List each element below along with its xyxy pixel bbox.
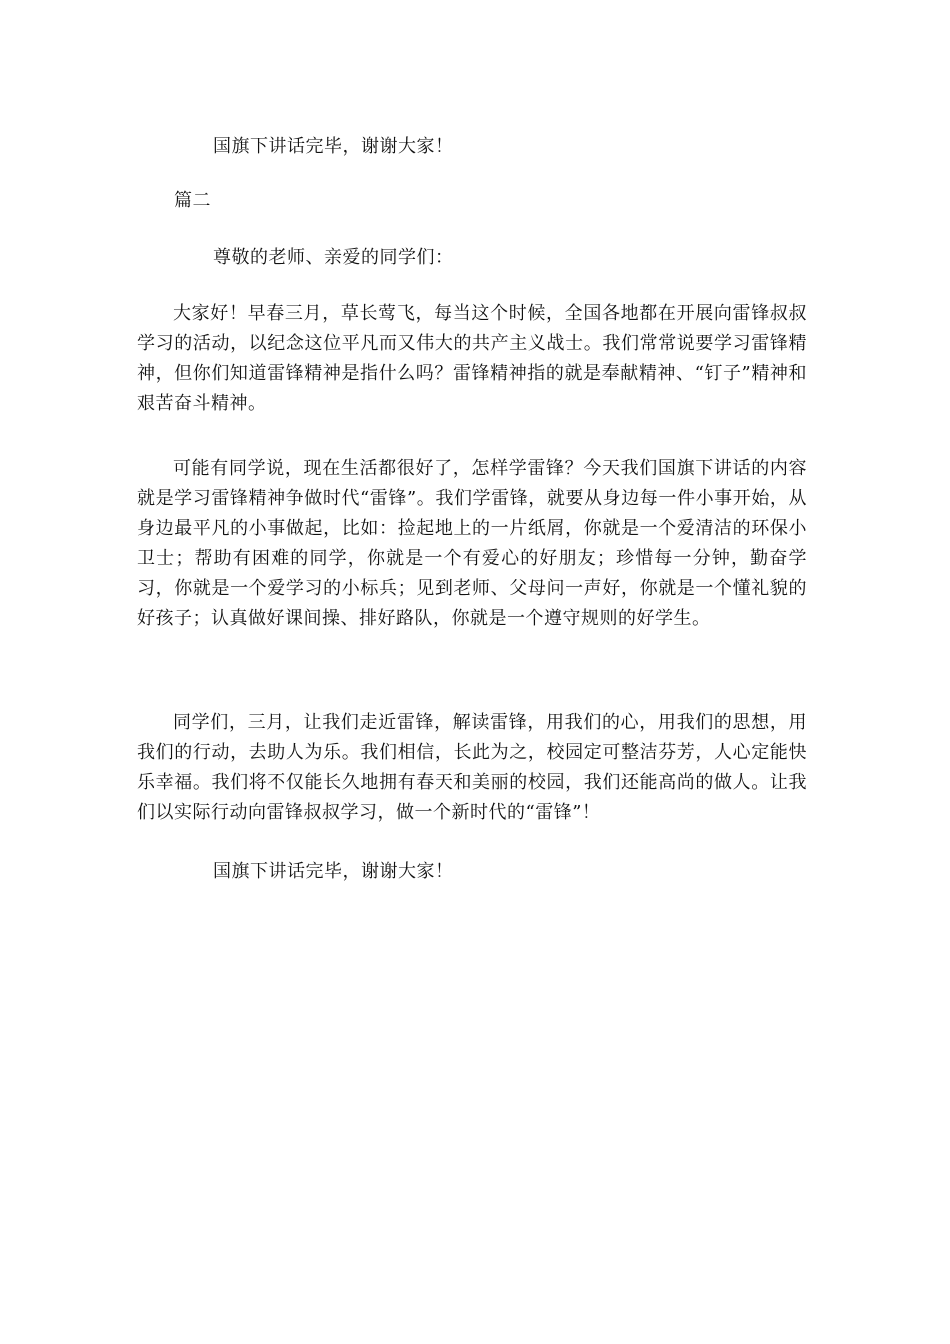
paragraph-2: 可能有同学说，现在生活都很好了，怎样学雷锋？今天我们国旗下讲话的内容就是学习雷锋精神争做时代“雷锋”。我们学雷锋，就要从身边每一件小事开始，从身边最平凡的小事做起，比如：捡起地上的一片纸屑，你就是一个爱清洁的环保小卫士；帮助有困难的同学，你就是一个有爱心的好朋友；珍惜每一分钟，勤奋学习，你就是一个爱学习的小标兵；见到老师、父母问一声好，你就是一个懂礼貌的好孩子；认真做好课间操、排好路队，你就是一个遵守规则的好学生。 — [137, 458, 807, 629]
section-heading: 篇二 — [174, 190, 211, 211]
paragraph-3: 同学们，三月，让我们走近雷锋，解读雷锋，用我们的心，用我们的思想，用我们的行动，去助人为乐。我们相信，长此为之，校园定可整洁芬芳，人心定能快乐幸福。我们将不仅能长久地拥有春天和美丽的校园，我们还能高尚的做人。让我们以实际行动向雷锋叔叔学习，做一个新时代的“雷锋”！ — [137, 712, 807, 823]
closing-line-top: 国旗下讲话完毕，谢谢大家！ — [213, 136, 454, 157]
salutation: 尊敬的老师、亲爱的同学们： — [213, 247, 454, 268]
closing-line-bottom: 国旗下讲话完毕，谢谢大家！ — [213, 861, 454, 882]
paragraph-1: 大家好！早春三月，草长莺飞，每当这个时候，全国各地都在开展向雷锋叔叔学习的活动，以纪念这位平凡而又伟大的共产主义战士。我们常常说要学习雷锋精神，但你们知道雷锋精神是指什么吗？雷锋精神指的就是奉献精神、“钉子”精神和艰苦奋斗精神。 — [137, 303, 807, 414]
